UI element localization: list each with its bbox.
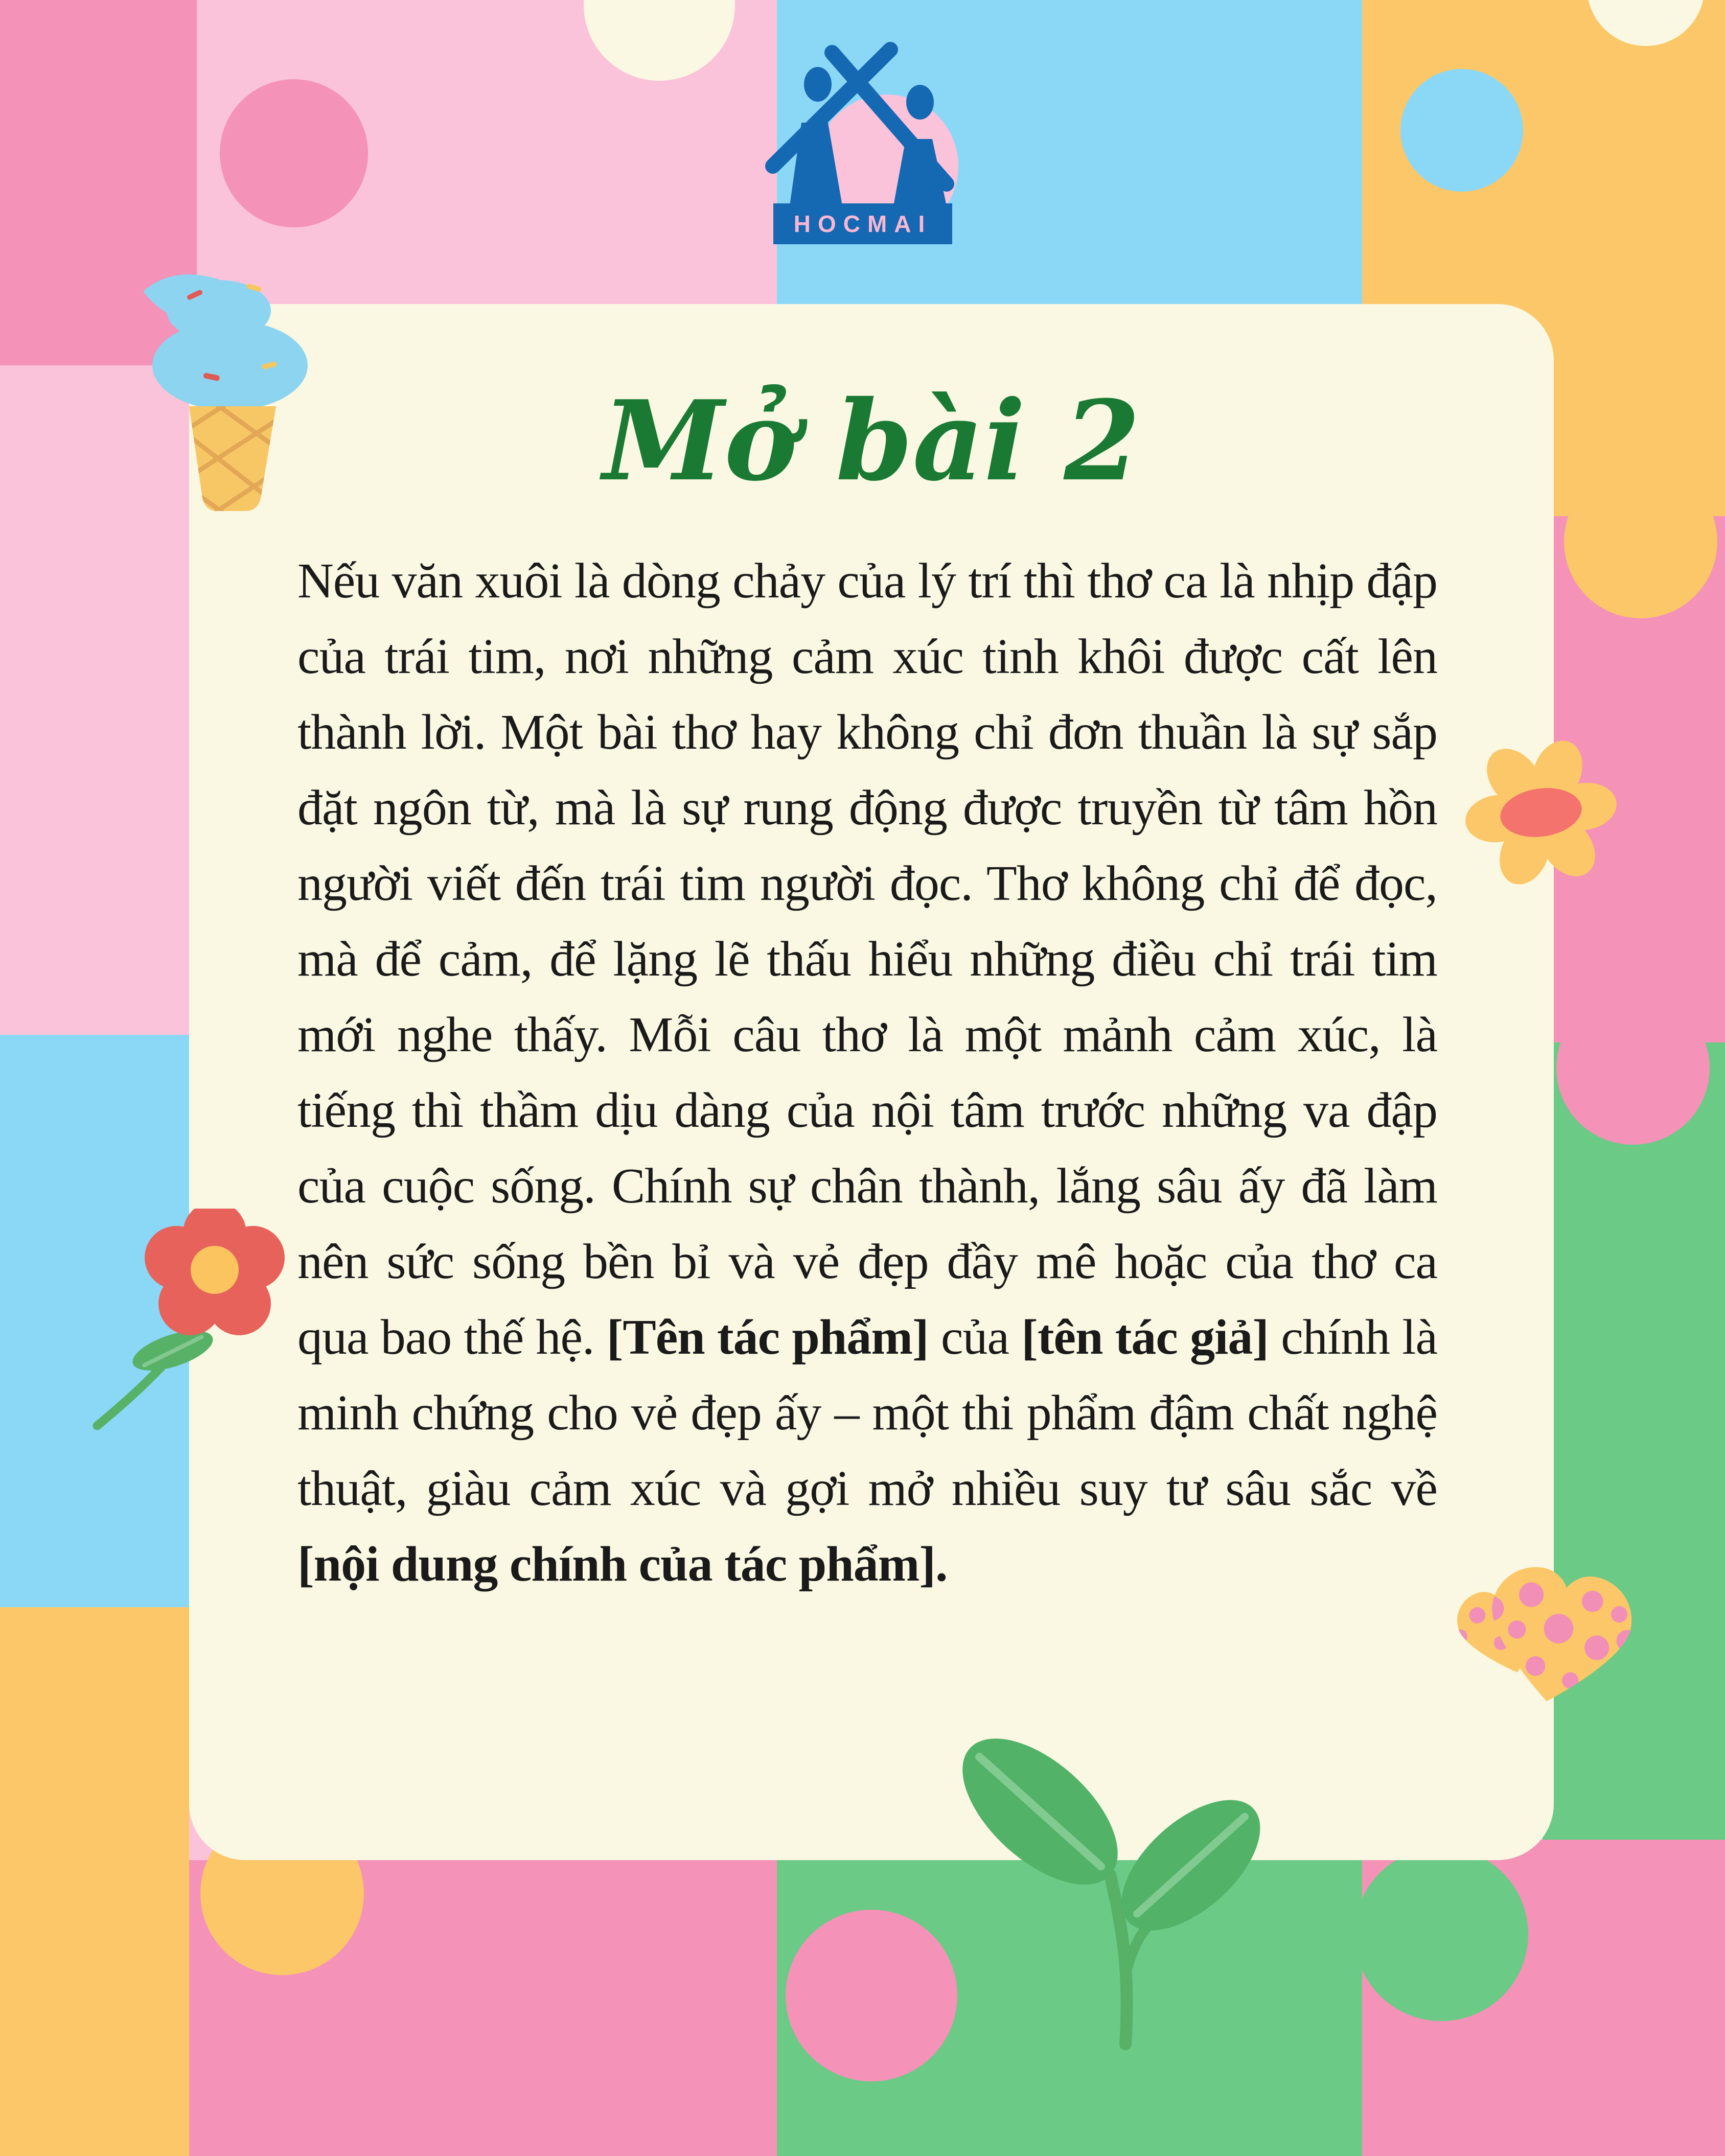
paragraph-text: chính là minh chứng cho vẻ đẹp ấy – một thi phẩm đậm chất nghệ thuật, giàu cảm xúc và gợi mở nhiều suy tư sâu sắc về [297, 1310, 1438, 1516]
paragraph-text: của [928, 1310, 1022, 1365]
opening-card [189, 304, 1554, 1860]
red-flower-icon [87, 1209, 312, 1439]
placeholder-author-name: [tên tác giả] [1021, 1310, 1269, 1365]
puzzle-knob [1564, 465, 1717, 618]
cream-circle [584, 0, 735, 81]
puzzle-knob [1354, 1847, 1528, 2021]
ice-cream-icon [133, 261, 322, 516]
yellow-flower-icon [1454, 731, 1628, 899]
puzzle-piece-bottom-left [0, 1607, 189, 2156]
paragraph-text: Nếu văn xuôi là dòng chảy của lý trí thì thơ ca là nhịp đập của trái tim, nơi những cảm xúc tinh khôi được cất lên thành lời. Một bài thơ hay không chỉ đơn thuần là sự sắp đặt ngôn từ, mà là sự rung động được truyền từ tâm hồn người viết đến trái tim người đọc. Thơ không chỉ để đọc, mà để cảm, để lặng lẽ thấu hiểu những điều chỉ trái tim mới nghe thấy. Mỗi câu thơ là một mảnh cảm xúc, là tiếng thì thầm dịu dàng của nội tâm trước những va đập của cuộc sống. Chính sự chân thành, lắng sâu ấy đã làm nên sức sống bền bỉ và vẻ đẹp đầy mê hoặc của thơ ca qua bao thế hệ. [297, 553, 1437, 1365]
puzzle-knob [1556, 991, 1710, 1145]
card-title: Mở bài 2 [602, 376, 1140, 505]
card-paragraph [297, 543, 1437, 1602]
hocmai-logo-wordmark [773, 203, 952, 244]
puzzle-knob [1400, 69, 1523, 192]
placeholder-main-content: [nội dung chính của tác phẩm]. [297, 1537, 948, 1592]
puzzle-knob [220, 79, 368, 227]
puzzle-knob [786, 1910, 957, 2081]
hocmai-logo-text: HOCMAI [793, 211, 932, 237]
puzzle-piece-right-green [1543, 1042, 1725, 1840]
placeholder-work-title: [Tên tác phẩm] [606, 1310, 929, 1365]
sprout-icon [951, 1722, 1298, 2054]
twin-hearts-icon [1444, 1546, 1648, 1709]
